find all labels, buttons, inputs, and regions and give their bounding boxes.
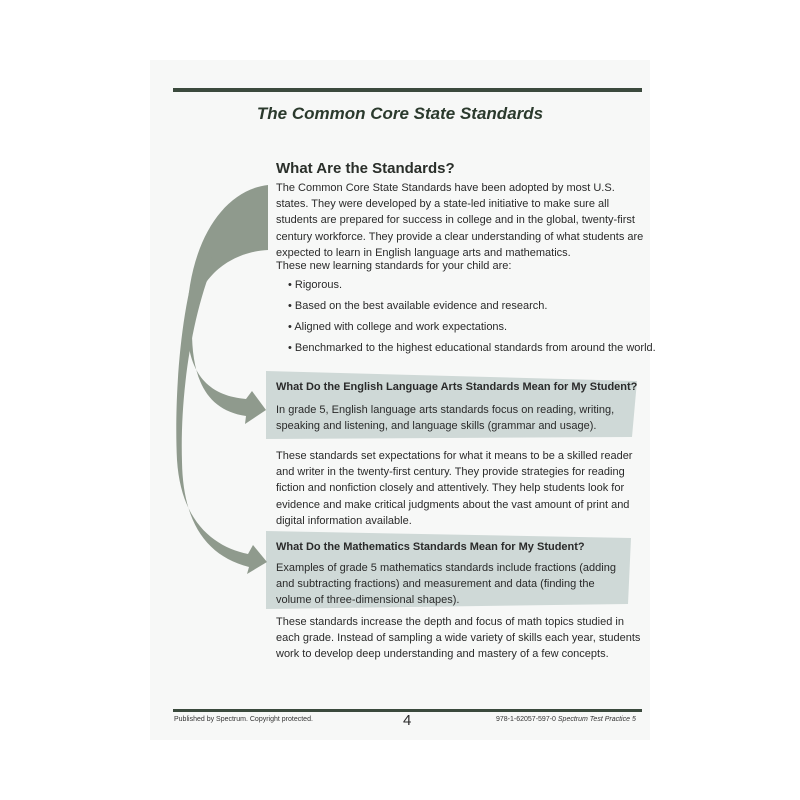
- list-item: • Aligned with college and work expectations.: [288, 321, 508, 333]
- copyright-text: Published by Spectrum. Copyright protected.: [174, 716, 313, 723]
- ela-paragraph: These standards set expectations for what it means to be a skilled reader and writer in the twenty-first century. They provide strategies for reading fiction and nonfiction closely and attentively. They help students look for evidence and make critical judgments about the vast amount of print and digital information available.: [276, 450, 633, 527]
- page-number: 4: [403, 712, 412, 729]
- math-box-text: Examples of grade 5 mathematics standards include fractions (adding and subtracting fractions) and measurement and data (finding the volume of three-dimensional shapes).: [276, 562, 616, 607]
- isbn: 978-1-62057-597-0: [496, 716, 556, 723]
- list-item-text: Benchmarked to the highest educational standards from around the world.: [294, 342, 656, 354]
- intro-paragraph: The Common Core State Standards have been adopted by most U.S. states. They were developed by a state-led initiative to make sure all students are prepared for success in college and in the global, twenty-first century workforce. They provide a clear understanding of what students are expected to learn in English language arts and mathematics.: [276, 182, 644, 259]
- list-item-text: Rigorous.: [294, 279, 342, 291]
- list-item: • Rigorous.: [288, 279, 342, 291]
- page-title: The Common Core State Standards: [256, 104, 544, 123]
- math-heading: What Do the Mathematics Standards Mean for My Student?: [276, 541, 585, 553]
- list-item-text: Based on the best available evidence and research.: [294, 300, 548, 312]
- ela-heading: What Do the English Language Arts Standards Mean for My Student?: [276, 381, 638, 393]
- list-item: • Based on the best available evidence and research.: [288, 300, 548, 312]
- book-info: [496, 716, 636, 723]
- ela-box-text: In grade 5, English language arts standards focus on reading, writing, speaking and listening, and language skills (grammar and usage).: [276, 404, 615, 433]
- list-item-text: Aligned with college and work expectations.: [294, 321, 508, 333]
- list-item: • Benchmarked to the highest educational standards from around the world.: [288, 342, 656, 354]
- book-title: Spectrum Test Practice 5: [557, 716, 636, 723]
- math-paragraph: These standards increase the depth and focus of math topics studied in each grade. Instead of sampling a wide variety of skills each year, students work to develop deep understanding and mastery of a few concepts.: [276, 616, 641, 661]
- section-heading: What Are the Standards?: [276, 160, 455, 177]
- list-intro: These new learning standards for your child are:: [276, 260, 512, 272]
